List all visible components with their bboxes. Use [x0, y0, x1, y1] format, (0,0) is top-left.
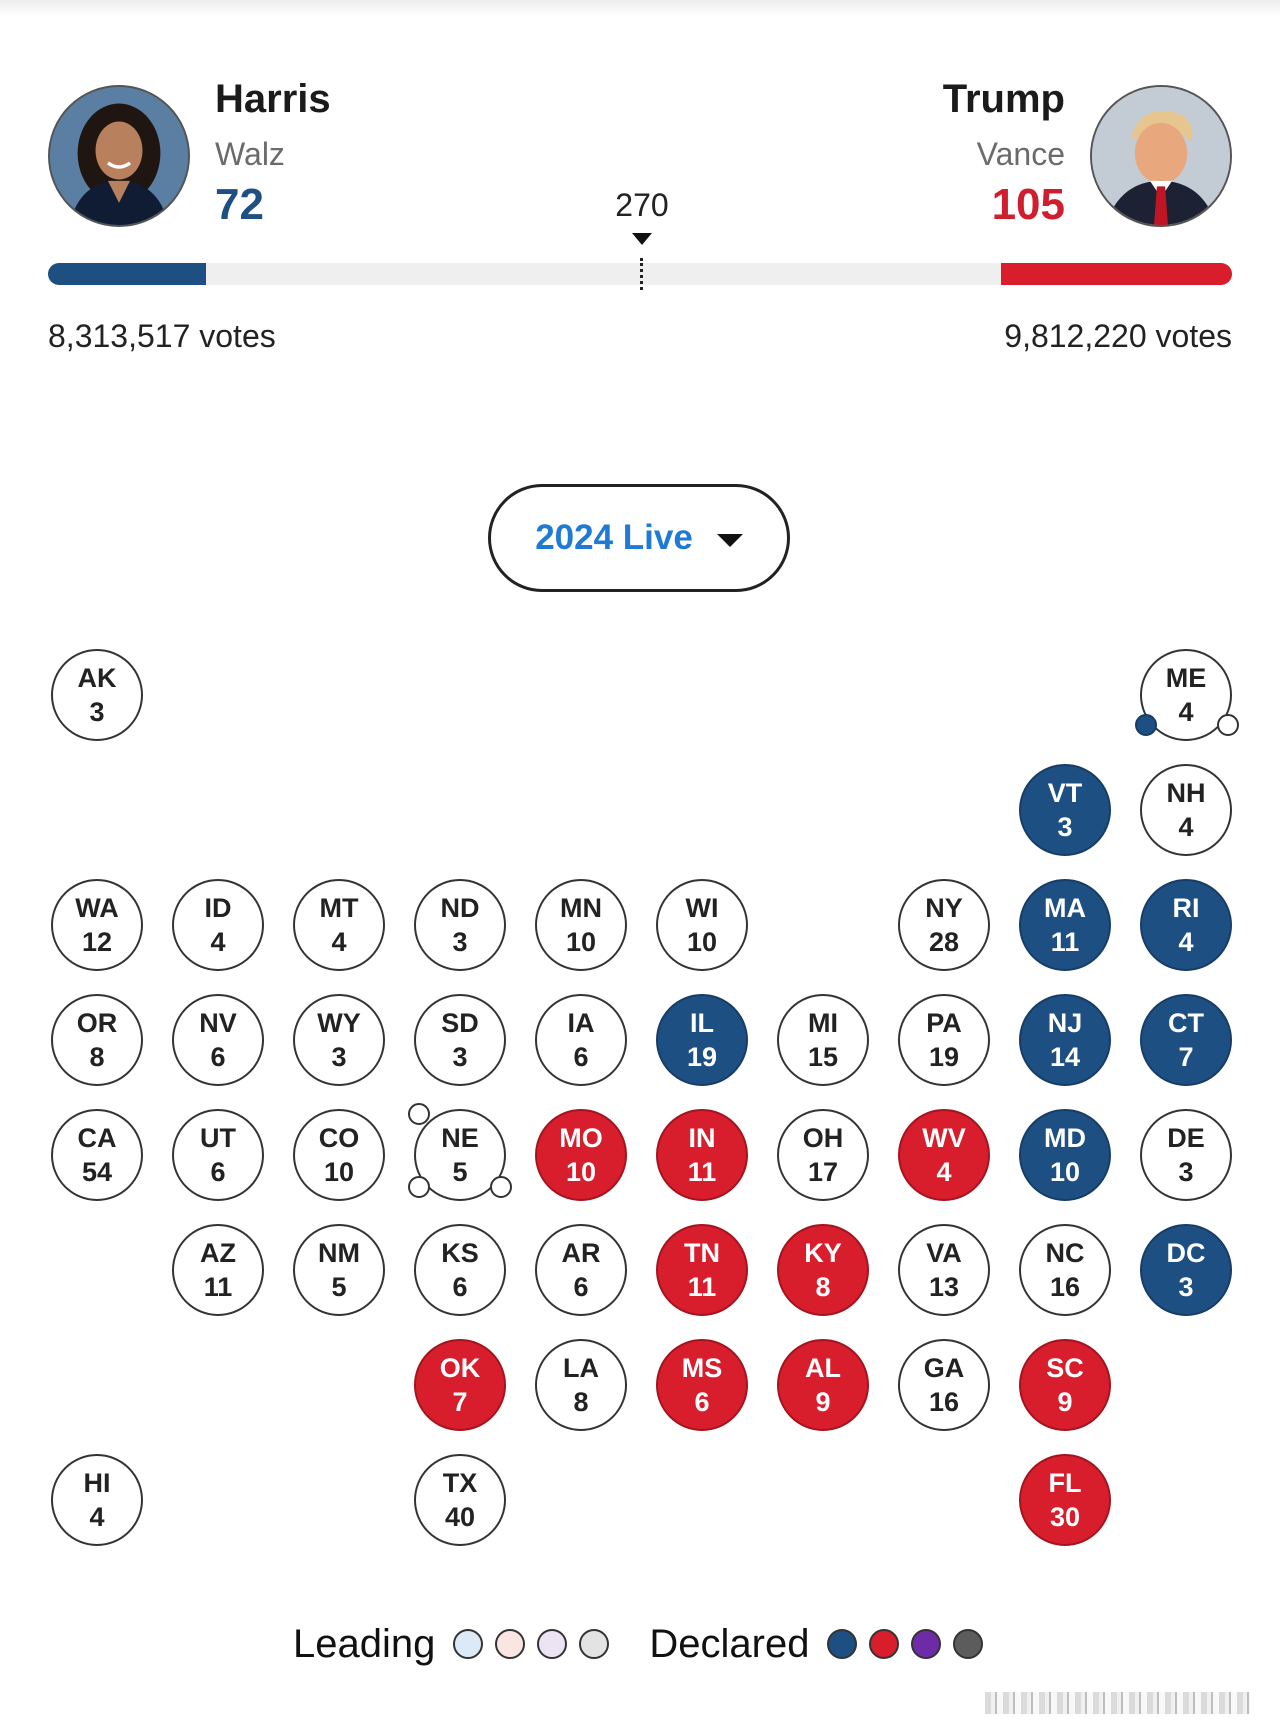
state-abbr: TX	[442, 1468, 478, 1498]
state-electoral-votes: 4	[1178, 812, 1194, 842]
state-electoral-votes: 16	[928, 1387, 960, 1417]
state-abbr: RI	[1172, 893, 1200, 923]
state-electoral-votes: 8	[573, 1387, 589, 1417]
state-tile-wv[interactable]	[898, 1109, 990, 1201]
state-electoral-votes: 6	[573, 1272, 589, 1302]
state-electoral-votes: 3	[1178, 1157, 1194, 1187]
state-electoral-votes: 17	[807, 1157, 839, 1187]
dem-running-mate: Walz	[215, 136, 285, 172]
state-electoral-votes: 8	[89, 1042, 105, 1072]
state-tile-nd[interactable]	[414, 879, 506, 971]
state-tile-nj[interactable]	[1019, 994, 1111, 1086]
harris-avatar	[48, 85, 190, 227]
map-legend	[293, 1616, 1023, 1672]
state-tile-ga[interactable]	[898, 1339, 990, 1431]
state-tile-mi[interactable]	[777, 994, 869, 1086]
state-tile-hi[interactable]	[51, 1454, 143, 1546]
threshold-midline	[640, 258, 643, 290]
state-abbr: MN	[560, 893, 602, 923]
state-electoral-votes: 11	[203, 1272, 233, 1302]
state-tile-pa[interactable]	[898, 994, 990, 1086]
state-electoral-votes: 3	[331, 1042, 347, 1072]
state-electoral-votes: 40	[444, 1502, 476, 1532]
state-electoral-votes: 3	[1057, 812, 1073, 842]
state-abbr: ID	[204, 893, 232, 923]
state-abbr: DC	[1166, 1238, 1206, 1268]
state-electoral-votes: 6	[573, 1042, 589, 1072]
legend-leading-swatch	[495, 1629, 525, 1659]
state-tile-la[interactable]	[535, 1339, 627, 1431]
state-electoral-votes: 4	[1178, 697, 1194, 727]
watermark	[985, 1692, 1250, 1714]
state-abbr: OR	[76, 1008, 118, 1038]
state-electoral-votes: 4	[1178, 927, 1194, 957]
state-tile-oh[interactable]	[777, 1109, 869, 1201]
state-abbr: WY	[317, 1008, 361, 1038]
state-abbr: MA	[1044, 893, 1086, 923]
state-abbr: AK	[77, 663, 117, 693]
state-abbr: WV	[922, 1123, 966, 1153]
state-electoral-votes: 7	[452, 1387, 468, 1417]
state-abbr: TN	[684, 1238, 720, 1268]
state-electoral-votes: 6	[210, 1157, 226, 1187]
state-tile-md[interactable]	[1019, 1109, 1111, 1201]
state-abbr: MD	[1044, 1123, 1086, 1153]
state-electoral-votes: 10	[686, 927, 718, 957]
state-tile-fl[interactable]	[1019, 1454, 1111, 1546]
state-abbr: WA	[75, 893, 119, 923]
state-electoral-votes: 3	[452, 1042, 468, 1072]
state-abbr: PA	[926, 1008, 962, 1038]
state-abbr: KY	[804, 1238, 842, 1268]
legend-declared-label: Declared	[649, 1621, 810, 1666]
state-tile-tx[interactable]	[414, 1454, 506, 1546]
state-tile-ks[interactable]	[414, 1224, 506, 1316]
state-electoral-votes: 6	[210, 1042, 226, 1072]
state-tile-or[interactable]	[51, 994, 143, 1086]
state-tile-in[interactable]	[656, 1109, 748, 1201]
legend-declared-swatch	[827, 1629, 857, 1659]
state-abbr: LA	[563, 1353, 599, 1383]
state-abbr: IA	[567, 1008, 595, 1038]
state-electoral-votes: 19	[686, 1042, 718, 1072]
state-abbr: OK	[439, 1353, 481, 1383]
state-electoral-votes: 8	[815, 1272, 831, 1302]
state-electoral-votes: 30	[1049, 1502, 1081, 1532]
state-tile-mn[interactable]	[535, 879, 627, 971]
state-tile-dc[interactable]	[1140, 1224, 1232, 1316]
state-tile-tn[interactable]	[656, 1224, 748, 1316]
state-electoral-votes: 4	[210, 927, 226, 957]
state-abbr: NE	[441, 1123, 479, 1153]
state-abbr: MI	[808, 1008, 838, 1038]
state-abbr: OH	[802, 1123, 844, 1153]
trump-portrait-icon	[1092, 87, 1230, 225]
dem-progress-fill	[48, 263, 206, 285]
state-abbr: DE	[1167, 1123, 1205, 1153]
caret-down-icon	[717, 534, 743, 547]
state-tile-mt[interactable]	[293, 879, 385, 971]
state-electoral-votes: 4	[331, 927, 347, 957]
state-electoral-votes: 9	[1057, 1387, 1073, 1417]
state-tile-az[interactable]	[172, 1224, 264, 1316]
state-tile-ia[interactable]	[535, 994, 627, 1086]
state-tile-de[interactable]	[1140, 1109, 1232, 1201]
trump-avatar	[1090, 85, 1232, 227]
state-tile-mo[interactable]	[535, 1109, 627, 1201]
state-electoral-votes: 16	[1049, 1272, 1081, 1302]
dem-popular-votes: 8,313,517 votes	[48, 318, 276, 354]
district-dot[interactable]	[1135, 714, 1157, 736]
state-electoral-votes: 10	[565, 927, 597, 957]
state-tile-nc[interactable]	[1019, 1224, 1111, 1316]
state-tile-sd[interactable]	[414, 994, 506, 1086]
district-dot[interactable]	[1217, 714, 1239, 736]
district-dot[interactable]	[408, 1103, 430, 1125]
state-abbr: ND	[440, 893, 480, 923]
state-tile-ms[interactable]	[656, 1339, 748, 1431]
state-tile-ma[interactable]	[1019, 879, 1111, 971]
dem-electoral-votes: 72	[215, 180, 264, 229]
state-abbr: SD	[441, 1008, 479, 1038]
state-abbr: FL	[1048, 1468, 1082, 1498]
state-electoral-votes: 13	[928, 1272, 960, 1302]
state-electoral-votes: 11	[687, 1157, 717, 1187]
state-abbr: NV	[199, 1008, 237, 1038]
state-abbr: KS	[441, 1238, 479, 1268]
state-electoral-votes: 5	[331, 1272, 347, 1302]
rep-progress-fill	[1001, 263, 1232, 285]
state-electoral-votes: 14	[1049, 1042, 1081, 1072]
state-tile-ct[interactable]	[1140, 994, 1232, 1086]
rep-running-mate: Vance	[976, 136, 1065, 172]
state-abbr: AR	[561, 1238, 601, 1268]
state-abbr: MT	[319, 893, 359, 923]
state-electoral-votes: 12	[81, 927, 113, 957]
state-abbr: HI	[83, 1468, 111, 1498]
state-tile-ca[interactable]	[51, 1109, 143, 1201]
harris-portrait-icon	[50, 87, 188, 225]
state-electoral-votes: 6	[452, 1272, 468, 1302]
state-abbr: CT	[1168, 1008, 1204, 1038]
year-selector-label: 2024 Live	[535, 518, 693, 557]
state-electoral-votes: 4	[936, 1157, 952, 1187]
legend-declared-swatch	[869, 1629, 899, 1659]
state-abbr: SC	[1046, 1353, 1084, 1383]
state-abbr: GA	[923, 1353, 965, 1383]
state-electoral-votes: 10	[565, 1157, 597, 1187]
state-electoral-votes: 3	[452, 927, 468, 957]
year-selector-dropdown[interactable]	[488, 484, 790, 592]
state-abbr: CA	[77, 1123, 117, 1153]
top-edge	[0, 0, 1280, 16]
state-abbr: MO	[559, 1123, 603, 1153]
state-electoral-votes: 5	[452, 1157, 468, 1187]
threshold-270-label: 270	[615, 187, 669, 223]
legend-leading-swatch	[537, 1629, 567, 1659]
state-electoral-votes: 10	[1049, 1157, 1081, 1187]
state-electoral-votes: 10	[323, 1157, 355, 1187]
state-tile-nm[interactable]	[293, 1224, 385, 1316]
state-tile-vt[interactable]	[1019, 764, 1111, 856]
state-tile-ok[interactable]	[414, 1339, 506, 1431]
state-tile-nv[interactable]	[172, 994, 264, 1086]
rep-popular-votes: 9,812,220 votes	[1004, 318, 1232, 354]
state-electoral-votes: 19	[928, 1042, 960, 1072]
state-tile-wy[interactable]	[293, 994, 385, 1086]
state-abbr: IN	[688, 1123, 716, 1153]
district-dot[interactable]	[408, 1176, 430, 1198]
dem-candidate-name: Harris	[215, 77, 331, 121]
state-abbr: WI	[685, 893, 719, 923]
legend-leading-group	[293, 1622, 615, 1667]
threshold-arrow-icon	[632, 233, 652, 245]
state-abbr: NJ	[1047, 1008, 1083, 1038]
state-tile-id[interactable]	[172, 879, 264, 971]
state-abbr: NH	[1166, 778, 1206, 808]
state-abbr: VT	[1047, 778, 1083, 808]
state-electoral-votes: 6	[694, 1387, 710, 1417]
state-tile-ri[interactable]	[1140, 879, 1232, 971]
state-electoral-votes: 9	[815, 1387, 831, 1417]
rep-electoral-votes: 105	[991, 180, 1065, 229]
state-tile-ar[interactable]	[535, 1224, 627, 1316]
state-electoral-votes: 15	[807, 1042, 839, 1072]
state-tile-ak[interactable]	[51, 649, 143, 741]
state-abbr: ME	[1165, 663, 1207, 693]
state-abbr: AZ	[200, 1238, 236, 1268]
state-abbr: UT	[200, 1123, 236, 1153]
state-tile-co[interactable]	[293, 1109, 385, 1201]
state-tile-il[interactable]	[656, 994, 748, 1086]
state-abbr: AL	[805, 1353, 841, 1383]
state-electoral-votes: 11	[1050, 927, 1080, 957]
state-abbr: IL	[690, 1008, 714, 1038]
state-abbr: NM	[318, 1238, 360, 1268]
state-tile-wa[interactable]	[51, 879, 143, 971]
rep-candidate-name: Trump	[942, 77, 1065, 121]
state-electoral-votes: 3	[89, 697, 105, 727]
state-electoral-votes: 54	[81, 1157, 113, 1187]
district-dot[interactable]	[490, 1176, 512, 1198]
state-electoral-votes: 4	[89, 1502, 105, 1532]
legend-leading-swatch	[453, 1629, 483, 1659]
state-tile-nh[interactable]	[1140, 764, 1232, 856]
legend-declared-swatch	[911, 1629, 941, 1659]
state-abbr: CO	[318, 1123, 360, 1153]
state-electoral-votes: 3	[1178, 1272, 1194, 1302]
state-abbr: VA	[926, 1238, 962, 1268]
state-tile-sc[interactable]	[1019, 1339, 1111, 1431]
state-electoral-votes: 28	[928, 927, 960, 957]
state-tile-ut[interactable]	[172, 1109, 264, 1201]
state-tile-wi[interactable]	[656, 879, 748, 971]
legend-declared-swatch	[953, 1629, 983, 1659]
legend-leading-label: Leading	[293, 1621, 436, 1666]
state-electoral-votes: 11	[687, 1272, 717, 1302]
state-tile-va[interactable]	[898, 1224, 990, 1316]
state-abbr: NC	[1045, 1238, 1085, 1268]
state-tile-al[interactable]	[777, 1339, 869, 1431]
legend-leading-swatch	[579, 1629, 609, 1659]
state-abbr: NY	[925, 893, 963, 923]
legend-declared-group	[649, 1622, 989, 1667]
state-abbr: MS	[681, 1353, 723, 1383]
state-tile-ky[interactable]	[777, 1224, 869, 1316]
state-electoral-votes: 7	[1178, 1042, 1194, 1072]
state-tile-ny[interactable]	[898, 879, 990, 971]
